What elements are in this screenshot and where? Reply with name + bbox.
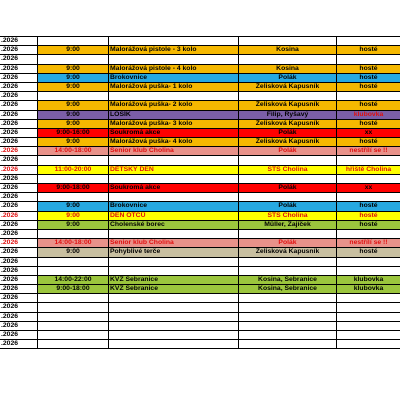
event-cell[interactable] bbox=[109, 37, 239, 45]
date-cell[interactable]: .2026 bbox=[0, 156, 38, 164]
note-cell[interactable] bbox=[337, 55, 400, 63]
place-cell[interactable] bbox=[239, 175, 337, 183]
time-cell[interactable]: 9:00 bbox=[38, 138, 109, 146]
date-cell[interactable]: .2026 bbox=[0, 111, 38, 119]
table-row bbox=[0, 248, 400, 257]
note-cell[interactable] bbox=[337, 313, 400, 321]
place-cell[interactable] bbox=[239, 156, 337, 164]
event-cell[interactable] bbox=[109, 322, 239, 330]
note-cell[interactable] bbox=[337, 37, 400, 45]
table-row bbox=[0, 294, 400, 303]
note-cell[interactable]: nestřílí se !! bbox=[337, 147, 400, 155]
place-cell[interactable]: STS Cholina bbox=[239, 166, 337, 174]
note-cell[interactable]: hosté bbox=[337, 83, 400, 91]
event-cell[interactable] bbox=[109, 175, 239, 183]
place-cell[interactable]: Kosina bbox=[239, 65, 337, 73]
event-cell[interactable]: Brokovnice bbox=[109, 74, 239, 82]
event-cell[interactable] bbox=[109, 55, 239, 63]
table-row bbox=[0, 92, 400, 101]
note-cell[interactable] bbox=[337, 156, 400, 164]
table-row bbox=[0, 138, 400, 147]
place-cell[interactable] bbox=[239, 331, 337, 339]
date-cell[interactable]: .2026 bbox=[0, 267, 38, 275]
date-cell[interactable]: .2026 bbox=[0, 184, 38, 192]
place-cell[interactable]: Müller, Zajíček bbox=[239, 221, 337, 229]
table-row bbox=[0, 230, 400, 239]
table-row bbox=[0, 55, 400, 64]
date-cell[interactable]: .2026 bbox=[0, 74, 38, 82]
note-cell[interactable] bbox=[337, 230, 400, 238]
table-row bbox=[0, 212, 400, 221]
event-cell[interactable]: Pohyblivé terče bbox=[109, 248, 239, 256]
date-cell[interactable]: .2026 bbox=[0, 248, 38, 256]
place-cell[interactable]: Kosina, Sebranice bbox=[239, 276, 337, 284]
date-cell[interactable]: .2026 bbox=[0, 212, 38, 220]
time-cell[interactable]: 11:00-20:00 bbox=[38, 166, 109, 174]
note-cell[interactable]: hosté bbox=[337, 65, 400, 73]
table-row bbox=[0, 193, 400, 202]
event-cell[interactable] bbox=[109, 294, 239, 302]
event-cell[interactable]: Soukromá akce bbox=[109, 184, 239, 192]
place-cell[interactable] bbox=[239, 55, 337, 63]
date-cell[interactable]: .2026 bbox=[0, 230, 38, 238]
table-row bbox=[0, 303, 400, 312]
time-cell[interactable]: 14:00-18:00 bbox=[38, 239, 109, 247]
table-row bbox=[0, 74, 400, 83]
time-cell[interactable] bbox=[38, 92, 109, 100]
place-cell[interactable] bbox=[239, 322, 337, 330]
event-cell[interactable]: KVZ Sebranice bbox=[109, 276, 239, 284]
event-cell[interactable]: Senior klub Cholina bbox=[109, 239, 239, 247]
note-cell[interactable]: hosté bbox=[337, 74, 400, 82]
date-cell[interactable]: .2026 bbox=[0, 331, 38, 339]
date-cell[interactable]: .2026 bbox=[0, 294, 38, 302]
note-cell[interactable]: klubovka bbox=[337, 111, 400, 119]
date-cell[interactable]: .2026 bbox=[0, 313, 38, 321]
place-cell[interactable]: Polák bbox=[239, 184, 337, 192]
time-cell[interactable]: 9:00 bbox=[38, 74, 109, 82]
time-cell[interactable] bbox=[38, 313, 109, 321]
note-cell[interactable]: hřiště Cholina bbox=[337, 166, 400, 174]
time-cell[interactable]: 14:00-18:00 bbox=[38, 147, 109, 155]
table-row bbox=[0, 184, 400, 193]
event-cell[interactable]: LOSÍK bbox=[109, 111, 239, 119]
time-cell[interactable]: 9:00 bbox=[38, 65, 109, 73]
event-cell[interactable]: DEN OTCŮ bbox=[109, 212, 239, 220]
date-cell[interactable]: .2026 bbox=[0, 193, 38, 201]
table-row bbox=[0, 166, 400, 175]
place-cell[interactable] bbox=[239, 92, 337, 100]
schedule-sheet bbox=[0, 37, 400, 349]
time-cell[interactable] bbox=[38, 322, 109, 330]
date-cell[interactable]: .2026 bbox=[0, 285, 38, 293]
place-cell[interactable]: Želisková Kapusník bbox=[239, 83, 337, 91]
event-cell[interactable]: Senior klub Cholina bbox=[109, 147, 239, 155]
note-cell[interactable] bbox=[337, 340, 400, 348]
table-row bbox=[0, 37, 400, 46]
time-cell[interactable]: 9:00 bbox=[38, 101, 109, 109]
note-cell[interactable] bbox=[337, 258, 400, 266]
time-cell[interactable]: 9:00 bbox=[38, 248, 109, 256]
table-row bbox=[0, 313, 400, 322]
event-cell[interactable]: Malorážová puška- 1 kolo bbox=[109, 83, 239, 91]
date-cell[interactable]: .2026 bbox=[0, 37, 38, 45]
note-cell[interactable] bbox=[337, 175, 400, 183]
time-cell[interactable]: 9:00 bbox=[38, 83, 109, 91]
time-cell[interactable]: 9:00-18:00 bbox=[38, 285, 109, 293]
place-cell[interactable] bbox=[239, 294, 337, 302]
note-cell[interactable] bbox=[337, 331, 400, 339]
date-cell[interactable]: .2026 bbox=[0, 147, 38, 155]
note-cell[interactable] bbox=[337, 303, 400, 311]
event-cell[interactable] bbox=[109, 156, 239, 164]
note-cell[interactable] bbox=[337, 267, 400, 275]
event-cell[interactable] bbox=[109, 313, 239, 321]
note-cell[interactable]: hosté bbox=[337, 248, 400, 256]
table-row bbox=[0, 322, 400, 331]
date-cell[interactable]: .2026 bbox=[0, 101, 38, 109]
table-row bbox=[0, 120, 400, 129]
table-row bbox=[0, 239, 400, 248]
note-cell[interactable]: hosté bbox=[337, 221, 400, 229]
event-cell[interactable] bbox=[109, 193, 239, 201]
place-cell[interactable] bbox=[239, 258, 337, 266]
note-cell[interactable]: hosté bbox=[337, 138, 400, 146]
date-cell[interactable]: .2026 bbox=[0, 83, 38, 91]
date-cell[interactable]: .2026 bbox=[0, 221, 38, 229]
time-cell[interactable]: 9:00 bbox=[38, 202, 109, 210]
event-cell[interactable]: Malorážová puška- 4 kolo bbox=[109, 138, 239, 146]
note-cell[interactable] bbox=[337, 322, 400, 330]
table-row bbox=[0, 83, 400, 92]
table-row bbox=[0, 258, 400, 267]
table-row bbox=[0, 276, 400, 285]
date-cell[interactable]: .2026 bbox=[0, 166, 38, 174]
time-cell[interactable]: 9:00-18:00 bbox=[38, 184, 109, 192]
note-cell[interactable] bbox=[337, 193, 400, 201]
date-cell[interactable]: .2026 bbox=[0, 303, 38, 311]
date-cell[interactable]: .2026 bbox=[0, 202, 38, 210]
table-row bbox=[0, 267, 400, 276]
time-cell[interactable] bbox=[38, 258, 109, 266]
note-cell[interactable] bbox=[337, 92, 400, 100]
time-cell[interactable]: 9:00 bbox=[38, 111, 109, 119]
table-row bbox=[0, 101, 400, 110]
event-cell[interactable]: Malorážová pistole - 3 kolo bbox=[109, 46, 239, 54]
date-cell[interactable]: .2026 bbox=[0, 276, 38, 284]
time-cell[interactable] bbox=[38, 340, 109, 348]
time-cell[interactable] bbox=[38, 303, 109, 311]
place-cell[interactable]: Želisková Kapusník bbox=[239, 120, 337, 128]
date-cell[interactable]: .2026 bbox=[0, 340, 38, 348]
place-cell[interactable]: Polák bbox=[239, 147, 337, 155]
event-cell[interactable] bbox=[109, 230, 239, 238]
table-row bbox=[0, 285, 400, 294]
time-cell[interactable] bbox=[38, 193, 109, 201]
place-cell[interactable]: Polák bbox=[239, 129, 337, 137]
note-cell[interactable]: xx bbox=[337, 129, 400, 137]
place-cell[interactable]: Želisková Kapusník bbox=[239, 248, 337, 256]
event-cell[interactable]: Cholenské borec bbox=[109, 221, 239, 229]
note-cell[interactable]: hosté bbox=[337, 212, 400, 220]
place-cell[interactable]: Polák bbox=[239, 239, 337, 247]
place-cell[interactable]: Polák bbox=[239, 74, 337, 82]
time-cell[interactable]: 9:00 bbox=[38, 212, 109, 220]
date-cell[interactable]: .2026 bbox=[0, 55, 38, 63]
table-row bbox=[0, 340, 400, 349]
time-cell[interactable] bbox=[38, 37, 109, 45]
event-cell[interactable] bbox=[109, 92, 239, 100]
note-cell[interactable]: xx bbox=[337, 184, 400, 192]
event-cell[interactable]: Soukromá akce bbox=[109, 129, 239, 137]
note-cell[interactable]: klubovka bbox=[337, 285, 400, 293]
time-cell[interactable] bbox=[38, 175, 109, 183]
place-cell[interactable]: Kosina, Sebranice bbox=[239, 285, 337, 293]
event-cell[interactable] bbox=[109, 331, 239, 339]
note-cell[interactable]: nestřílí se !! bbox=[337, 239, 400, 247]
place-cell[interactable]: Kosina bbox=[239, 46, 337, 54]
place-cell[interactable] bbox=[239, 303, 337, 311]
place-cell[interactable] bbox=[239, 37, 337, 45]
time-cell[interactable]: 9:00 bbox=[38, 221, 109, 229]
table-row bbox=[0, 147, 400, 156]
event-cell[interactable] bbox=[109, 258, 239, 266]
event-cell[interactable]: Malorážová puška- 2 kolo bbox=[109, 101, 239, 109]
date-cell[interactable]: .2026 bbox=[0, 258, 38, 266]
note-cell[interactable]: hosté bbox=[337, 46, 400, 54]
note-cell[interactable]: klubovka bbox=[337, 276, 400, 284]
note-cell[interactable] bbox=[337, 294, 400, 302]
table-row bbox=[0, 111, 400, 120]
place-cell[interactable] bbox=[239, 267, 337, 275]
table-row bbox=[0, 65, 400, 74]
place-cell[interactable]: Polák bbox=[239, 202, 337, 210]
place-cell[interactable] bbox=[239, 230, 337, 238]
date-cell[interactable]: .2026 bbox=[0, 65, 38, 73]
time-cell[interactable]: 9:00-16:00 bbox=[38, 129, 109, 137]
table-row bbox=[0, 46, 400, 55]
place-cell[interactable]: Želisková Kapusník bbox=[239, 138, 337, 146]
note-cell[interactable]: hosté bbox=[337, 202, 400, 210]
place-cell[interactable]: Želisková Kapusník bbox=[239, 101, 337, 109]
place-cell[interactable] bbox=[239, 340, 337, 348]
event-cell[interactable]: KVZ Sebranice bbox=[109, 285, 239, 293]
date-cell[interactable]: .2026 bbox=[0, 92, 38, 100]
note-cell[interactable]: hosté bbox=[337, 120, 400, 128]
date-cell[interactable]: .2026 bbox=[0, 239, 38, 247]
table-row bbox=[0, 156, 400, 165]
table-row bbox=[0, 129, 400, 138]
place-cell[interactable] bbox=[239, 193, 337, 201]
date-cell[interactable]: .2026 bbox=[0, 138, 38, 146]
time-cell[interactable]: 9:00 bbox=[38, 120, 109, 128]
event-cell[interactable]: Malorážová pistole - 4 kolo bbox=[109, 65, 239, 73]
time-cell[interactable]: 9:00 bbox=[38, 46, 109, 54]
place-cell[interactable]: STS Cholina bbox=[239, 212, 337, 220]
note-cell[interactable]: hosté bbox=[337, 101, 400, 109]
event-cell[interactable] bbox=[109, 340, 239, 348]
event-cell[interactable] bbox=[109, 267, 239, 275]
event-cell[interactable]: DĚTSKÝ DEN bbox=[109, 166, 239, 174]
date-cell[interactable]: .2026 bbox=[0, 120, 38, 128]
place-cell[interactable] bbox=[239, 313, 337, 321]
event-cell[interactable]: Brokovnice bbox=[109, 202, 239, 210]
table-row bbox=[0, 175, 400, 184]
time-cell[interactable]: 14:00-22:00 bbox=[38, 276, 109, 284]
time-cell[interactable] bbox=[38, 267, 109, 275]
date-cell[interactable]: .2026 bbox=[0, 322, 38, 330]
table-row bbox=[0, 202, 400, 211]
event-cell[interactable]: Malorážová puška- 3 kolo bbox=[109, 120, 239, 128]
time-cell[interactable] bbox=[38, 331, 109, 339]
time-cell[interactable] bbox=[38, 294, 109, 302]
date-cell[interactable]: .2026 bbox=[0, 175, 38, 183]
table-row bbox=[0, 331, 400, 340]
table-row bbox=[0, 221, 400, 230]
date-cell[interactable]: .2026 bbox=[0, 129, 38, 137]
time-cell[interactable] bbox=[38, 230, 109, 238]
time-cell[interactable] bbox=[38, 55, 109, 63]
time-cell[interactable] bbox=[38, 156, 109, 164]
event-cell[interactable] bbox=[109, 303, 239, 311]
date-cell[interactable]: .2026 bbox=[0, 46, 38, 54]
place-cell[interactable]: Filip, Ryšavý bbox=[239, 111, 337, 119]
